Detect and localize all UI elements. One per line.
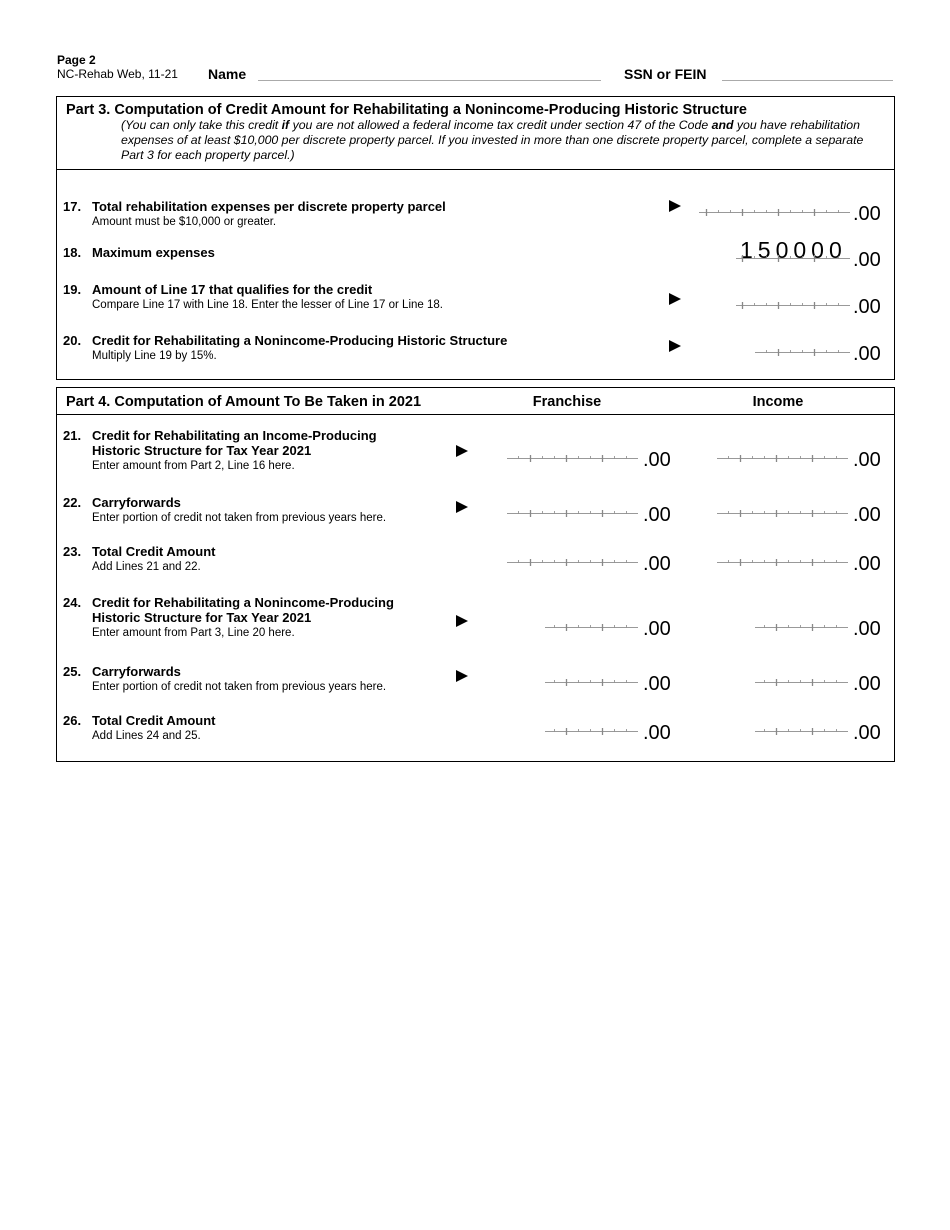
line-23-franchise-cents: .00	[643, 553, 671, 575]
line-23-income-cents: .00	[853, 553, 881, 575]
amount-entry-guide	[545, 674, 638, 686]
line-23-title: Total Credit Amount	[92, 544, 216, 559]
line-18-amount-field	[736, 250, 850, 262]
line-24-income-field[interactable]	[755, 619, 848, 631]
amount-entry-guide	[755, 619, 848, 631]
line-20-cents: .00	[853, 343, 881, 365]
franchise-column-header: Franchise	[532, 394, 602, 410]
line-21-franchise-cents: .00	[643, 449, 671, 471]
line-22-income-field[interactable]	[717, 505, 848, 517]
line-22-title: Carryforwards	[92, 495, 181, 510]
amount-entry-guide	[507, 450, 638, 462]
line-22-income-cents: .00	[853, 504, 881, 526]
line-25-franchise-cents: .00	[643, 673, 671, 695]
line-19-cents: .00	[853, 296, 881, 318]
part4-divider	[56, 414, 895, 415]
amount-entry-guide	[545, 723, 638, 735]
line-20-title: Credit for Rehabilitating a Nonincome-Producing Historic Structure	[92, 333, 508, 348]
line-19-sub: Compare Line 17 with Line 18. Enter the lesser of Line 17 or Line 18.	[92, 299, 443, 311]
line-24-title-1: Credit for Rehabilitating a Nonincome-Producing	[92, 595, 394, 610]
line-21-income-cents: .00	[853, 449, 881, 471]
line-18-cents: .00	[853, 249, 881, 271]
line-20-amount-field[interactable]	[755, 344, 850, 356]
amount-entry-guide	[755, 723, 848, 735]
ssn-label: SSN or FEIN	[624, 66, 707, 82]
line-21-income-field[interactable]	[717, 450, 848, 462]
amount-entry-guide	[545, 619, 638, 631]
line-24-sub: Enter amount from Part 3, Line 20 here.	[92, 627, 295, 639]
line-24-title-2: Historic Structure for Tax Year 2021	[92, 610, 312, 625]
amount-entry-guide	[736, 297, 850, 309]
line-17-sub: Amount must be $10,000 or greater.	[92, 216, 277, 228]
line-18-number: 18.	[63, 245, 82, 260]
line-21-franchise-field[interactable]	[507, 450, 638, 462]
line-24-income-cents: .00	[853, 618, 881, 640]
name-label: Name	[208, 66, 247, 82]
line-24-franchise-cents: .00	[643, 618, 671, 640]
line-21-title-1: Credit for Rehabilitating an Income-Producing	[92, 428, 377, 443]
amount-entry-guide	[755, 674, 848, 686]
line-25-income-cents: .00	[853, 673, 881, 695]
amount-entry-guide	[736, 250, 850, 262]
arrow-icon	[456, 445, 468, 457]
income-column-header: Income	[752, 394, 804, 410]
line-26-franchise-cents: .00	[643, 722, 671, 744]
amount-entry-guide	[717, 554, 848, 566]
part4-title: Part 4. Computation of Amount To Be Taken in 2021	[66, 394, 422, 410]
line-26-income-cents: .00	[853, 722, 881, 744]
arrow-icon	[669, 340, 681, 352]
line-25-title: Carryforwards	[92, 664, 181, 679]
line-26-title: Total Credit Amount	[92, 713, 216, 728]
form-id: NC-Rehab Web, 11-21	[57, 67, 178, 81]
line-26-number: 26.	[63, 713, 82, 728]
line-17-title: Total rehabilitation expenses per discrete property parcel	[92, 199, 446, 214]
line-25-franchise-field[interactable]	[545, 674, 638, 686]
line-25-number: 25.	[63, 664, 82, 679]
line-18-title: Maximum expenses	[92, 245, 215, 260]
line-17-cents: .00	[853, 203, 881, 225]
line-22-sub: Enter portion of credit not taken from previous years here.	[92, 512, 387, 524]
line-22-franchise-field[interactable]	[507, 505, 638, 517]
line-26-sub: Add Lines 24 and 25.	[92, 730, 201, 742]
line-21-title-2: Historic Structure for Tax Year 2021	[92, 443, 312, 458]
line-23-franchise-field	[507, 554, 638, 566]
arrow-icon	[456, 501, 468, 513]
line-21-sub: Enter amount from Part 2, Line 16 here.	[92, 460, 295, 472]
line-17-number: 17.	[63, 199, 82, 214]
line-19-title: Amount of Line 17 that qualifies for the credit	[92, 282, 373, 297]
arrow-icon	[456, 670, 468, 682]
amount-entry-guide	[507, 554, 638, 566]
page-number: Page 2	[57, 53, 96, 67]
amount-entry-guide	[699, 204, 850, 216]
arrow-icon	[456, 615, 468, 627]
line-22-number: 22.	[63, 495, 82, 510]
line-24-number: 24.	[63, 595, 82, 610]
line-20-number: 20.	[63, 333, 82, 348]
line-22-franchise-cents: .00	[643, 504, 671, 526]
line-20-sub: Multiply Line 19 by 15%.	[92, 350, 217, 362]
line-25-sub: Enter portion of credit not taken from previous years here.	[92, 681, 387, 693]
name-field[interactable]	[258, 66, 601, 81]
arrow-icon	[669, 200, 681, 212]
line-21-number: 21.	[63, 428, 82, 443]
amount-entry-guide	[755, 344, 850, 356]
part3-note: (You can only take this credit if you are not allowed a federal income tax credit under section 47 of the Code and you have rehabilitation expenses of at least $10,000 per discrete property parcel. If you invested in more than one discrete property parcel, complete a separate Part 3 for each property parcel.)	[121, 118, 864, 162]
line-19-number: 19.	[63, 282, 82, 297]
line-23-number: 23.	[63, 544, 82, 559]
line-26-income-field	[755, 723, 848, 735]
ssn-field[interactable]	[722, 66, 893, 81]
line-23-income-field	[717, 554, 848, 566]
line-23-sub: Add Lines 21 and 22.	[92, 561, 201, 573]
line-19-amount-field[interactable]	[736, 297, 850, 309]
line-17-amount-field[interactable]	[699, 204, 850, 216]
amount-entry-guide	[507, 505, 638, 517]
arrow-icon	[669, 293, 681, 305]
amount-entry-guide	[717, 505, 848, 517]
part3-title: Part 3. Computation of Credit Amount for Rehabilitating a Nonincome-Producing Historic Structure	[66, 102, 747, 118]
amount-entry-guide	[717, 450, 848, 462]
part3-divider	[56, 169, 895, 170]
line-26-franchise-field	[545, 723, 638, 735]
line-18-amount-value: 150000	[740, 237, 847, 263]
line-24-franchise-field[interactable]	[545, 619, 638, 631]
line-25-income-field[interactable]	[755, 674, 848, 686]
